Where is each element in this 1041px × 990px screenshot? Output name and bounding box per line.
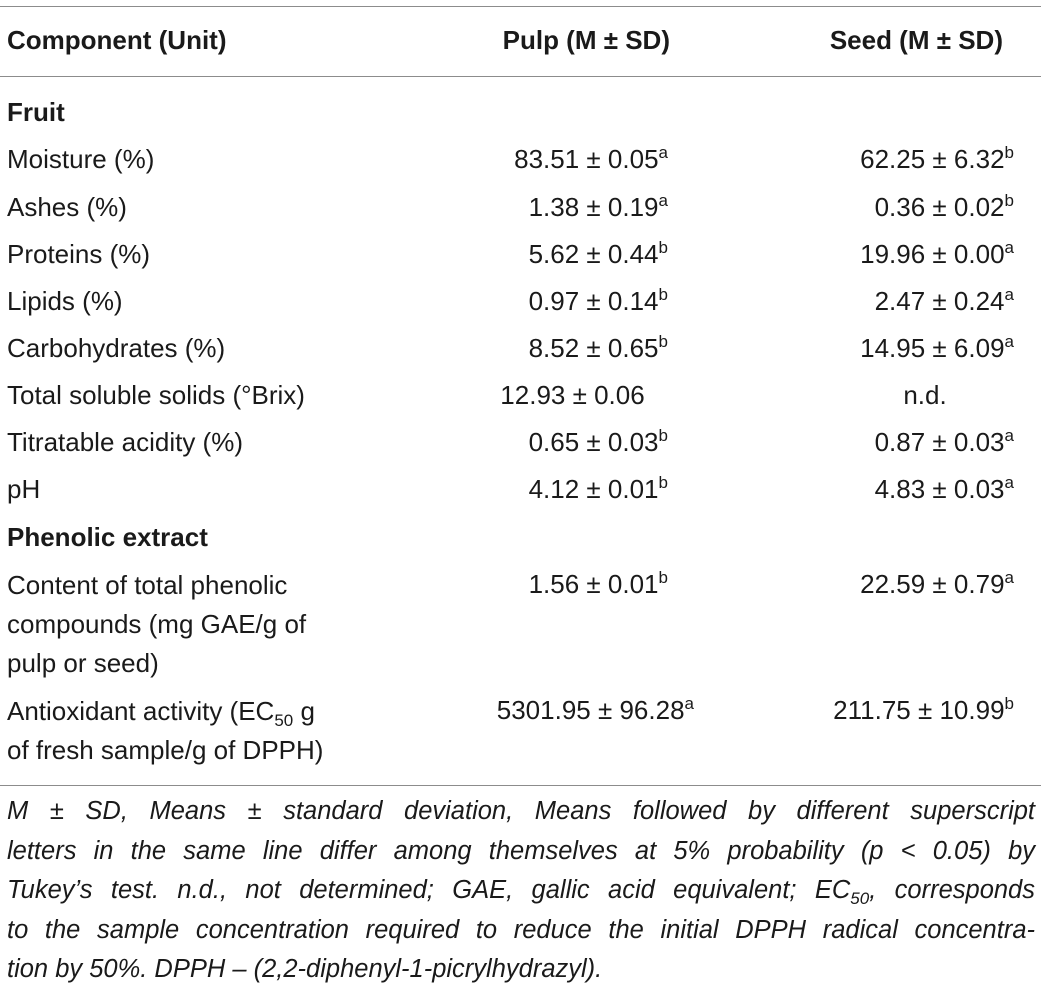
- pulp-value: 1.38 ± 0.19$^a$: [528, 191, 668, 222]
- seed-value: 211.75 ± 10.99$^b$: [833, 694, 1014, 725]
- footnote-line: Tukey’s test. n.d., not determined; GAE, gallic acid equivalent; $EC_{50}$, corresponds: [7, 876, 1035, 908]
- footnote-line: to the sample concentration required to reduce the initial DPPH radical concentra-: [7, 915, 1035, 944]
- pulp-value: 12.93 ± 0.06: [500, 380, 645, 410]
- row-label: Ashes (%): [7, 192, 127, 222]
- row-label: Proteins (%): [7, 239, 151, 269]
- footnote-line: M ± SD, Means ± standard deviation, Means followed by different superscript: [7, 797, 1035, 825]
- header-seed: Seed (M ± SD): [829, 25, 1003, 55]
- seed-value: 0.36 ± 0.02$^b$: [874, 191, 1014, 222]
- pulp-value: 5.62 ± 0.44$^b$: [528, 238, 668, 269]
- pulp-value: 4.12 ± 0.01$^b$: [528, 473, 668, 504]
- footnote-line: letters in the same line differ among themselves at 5% probability (p < 0.05) by: [7, 836, 1035, 865]
- pulp-value: 0.65 ± 0.03$^b$: [528, 426, 668, 457]
- pulp-value: 83.51 ± 0.05$^a$: [514, 143, 668, 174]
- seed-value: 19.96 ± 0.00$^a$: [860, 238, 1014, 269]
- pulp-value: 8.52 ± 0.65$^b$: [528, 332, 668, 363]
- seed-value: 0.87 ± 0.03$^a$: [874, 426, 1014, 457]
- pulp-value: 1.56 ± 0.01$^b$: [528, 568, 668, 599]
- row-label: Carbohydrates (%): [7, 333, 226, 363]
- header-pulp: Pulp (M ± SD): [502, 25, 670, 55]
- section-label: Phenolic extract: [7, 522, 208, 552]
- seed-value: 4.83 ± 0.03$^a$: [874, 473, 1014, 504]
- header-component: Component (Unit): [7, 25, 227, 55]
- row-label: Antioxidant activity ($EC_{50}$ g of fresh sample/g of DPPH): [7, 696, 324, 765]
- top-rule: [0, 6, 1041, 7]
- bottom-rule: [0, 785, 1041, 786]
- row-label: Moisture (%): [7, 144, 155, 174]
- seed-value: 14.95 ± 6.09$^a$: [860, 332, 1014, 363]
- row-label: Total soluble solids (°Brix): [7, 380, 305, 410]
- seed-value: n.d.: [903, 380, 947, 410]
- seed-value: 62.25 ± 6.32$^b$: [860, 143, 1014, 174]
- row-label: Lipids (%): [7, 286, 123, 316]
- footnote-line: tion by 50%. DPPH – (2,2-diphenyl-1-picrylhydrazyl).: [7, 955, 603, 983]
- pulp-value: 0.97 ± 0.14$^b$: [528, 285, 668, 316]
- seed-value: 22.59 ± 0.79$^a$: [860, 568, 1014, 599]
- row-label: Content of total phenolic compounds (mg GAE/g of pulp or seed): [7, 570, 307, 678]
- seed-value: 2.47 ± 0.24$^a$: [874, 285, 1014, 316]
- row-label: Titratable acidity (%): [7, 427, 243, 457]
- row-label: pH: [7, 474, 41, 504]
- table-row: [0, 566, 1041, 686]
- table-footnote: [7, 792, 1035, 990]
- section-label: Fruit: [7, 97, 65, 127]
- header-rule: [0, 76, 1041, 77]
- pulp-value: 5301.95 ± 96.28$^a$: [496, 694, 694, 725]
- table-row: [0, 692, 1041, 772]
